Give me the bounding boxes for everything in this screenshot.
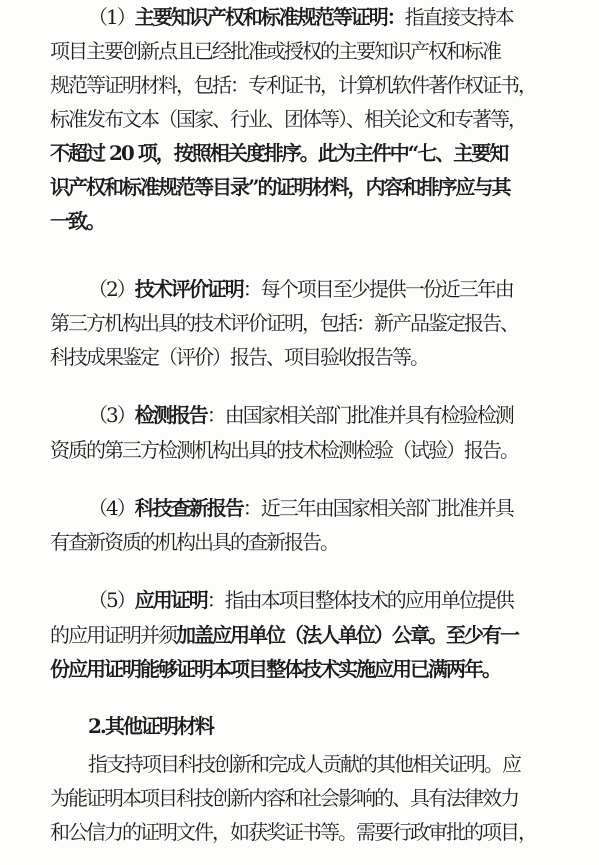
text-line — [0, 208, 599, 234]
bold-text-segment: 不超过 20 项，按照相关度排序。此为主件中“七、主要知 — [50, 141, 508, 165]
text-line — [0, 819, 599, 845]
bold-text-segment: 科技查新报告 — [134, 496, 243, 520]
text-line — [0, 344, 599, 370]
text-line — [0, 529, 599, 555]
text-segment: 资质的第三方检测机构出具的技术检测检验（试验）报告。 — [50, 438, 518, 462]
section-heading: 2.其他证明材料 — [88, 714, 213, 738]
text-line — [0, 622, 599, 648]
text-line — [0, 437, 599, 463]
text-segment: 第三方机构出具的技术评价证明，包括：新产品鉴定报告、 — [50, 311, 518, 335]
bold-text-segment: 一致。 — [50, 209, 104, 233]
text-segment: 标准发布文本（国家、行业、团体等）、相关论文和专著等， — [50, 107, 526, 131]
text-segment: ：每个项目至少提供一份近三年由 — [242, 277, 513, 301]
text-segment: ：近三年由国家相关部门批准并具 — [242, 496, 513, 520]
bold-text-segment: 识产权和标准规范等目录”的证明材料，内容和排序应与其 — [50, 175, 510, 199]
text-line — [0, 785, 599, 811]
text-line — [0, 4, 599, 30]
text-segment: 规范等证明材料，包括：专利证书，计算机软件著作权证书， — [50, 73, 536, 97]
text-segment: ：由国家相关部门批准并具有检验检测 — [206, 403, 513, 427]
text-line — [0, 38, 599, 64]
page-bottom-edge — [0, 859, 599, 865]
text-line — [0, 276, 599, 302]
text-line — [0, 310, 599, 336]
text-line — [0, 587, 599, 613]
text-line — [0, 656, 599, 682]
bold-text-segment: 应用证明 — [134, 588, 207, 612]
text-line — [0, 72, 599, 98]
text-line — [0, 106, 599, 132]
text-segment: ：指由本项目整体技术的应用单位提供 — [206, 588, 513, 612]
text-segment: （2） — [88, 277, 135, 301]
text-segment: （1） — [88, 5, 135, 29]
bold-text-segment: 份应用证明能够证明本项目整体技术实施应用已满两年。 — [50, 657, 500, 681]
bold-text-segment: 检测报告 — [134, 403, 207, 427]
text-segment: 为能证明本项目科技创新内容和社会影响的、具有法律效力 — [50, 786, 518, 810]
text-segment: 和公信力的证明文件，如获奖证书等。需要行政审批的项目， — [50, 820, 536, 844]
text-line — [0, 140, 599, 166]
text-line — [0, 174, 599, 200]
text-segment: 指支持项目科技创新和完成人贡献的其他相关证明。应 — [88, 752, 520, 776]
text-line — [0, 495, 599, 521]
text-segment: （5） — [88, 588, 135, 612]
bold-text-segment: 主要知识产权和标准规范等证明： — [134, 5, 405, 29]
text-segment: 有查新资质的机构出具的查新报告。 — [50, 530, 338, 554]
text-line — [0, 402, 599, 428]
bold-text-segment: 加盖应用单位（法人单位）公章。至少有一 — [176, 623, 518, 647]
text-segment: 指直接支持本 — [404, 5, 513, 29]
text-segment: （4） — [88, 496, 135, 520]
text-segment: 项目主要创新点且已经批准或授权的主要知识产权和标准 — [50, 39, 500, 63]
text-segment: （3） — [88, 403, 135, 427]
text-segment: 的应用证明并须 — [50, 623, 176, 647]
text-segment: 科技成果鉴定（评价）报告、项目验收报告等。 — [50, 345, 428, 369]
text-line — [0, 751, 599, 777]
bold-text-segment: 技术评价证明 — [134, 277, 243, 301]
